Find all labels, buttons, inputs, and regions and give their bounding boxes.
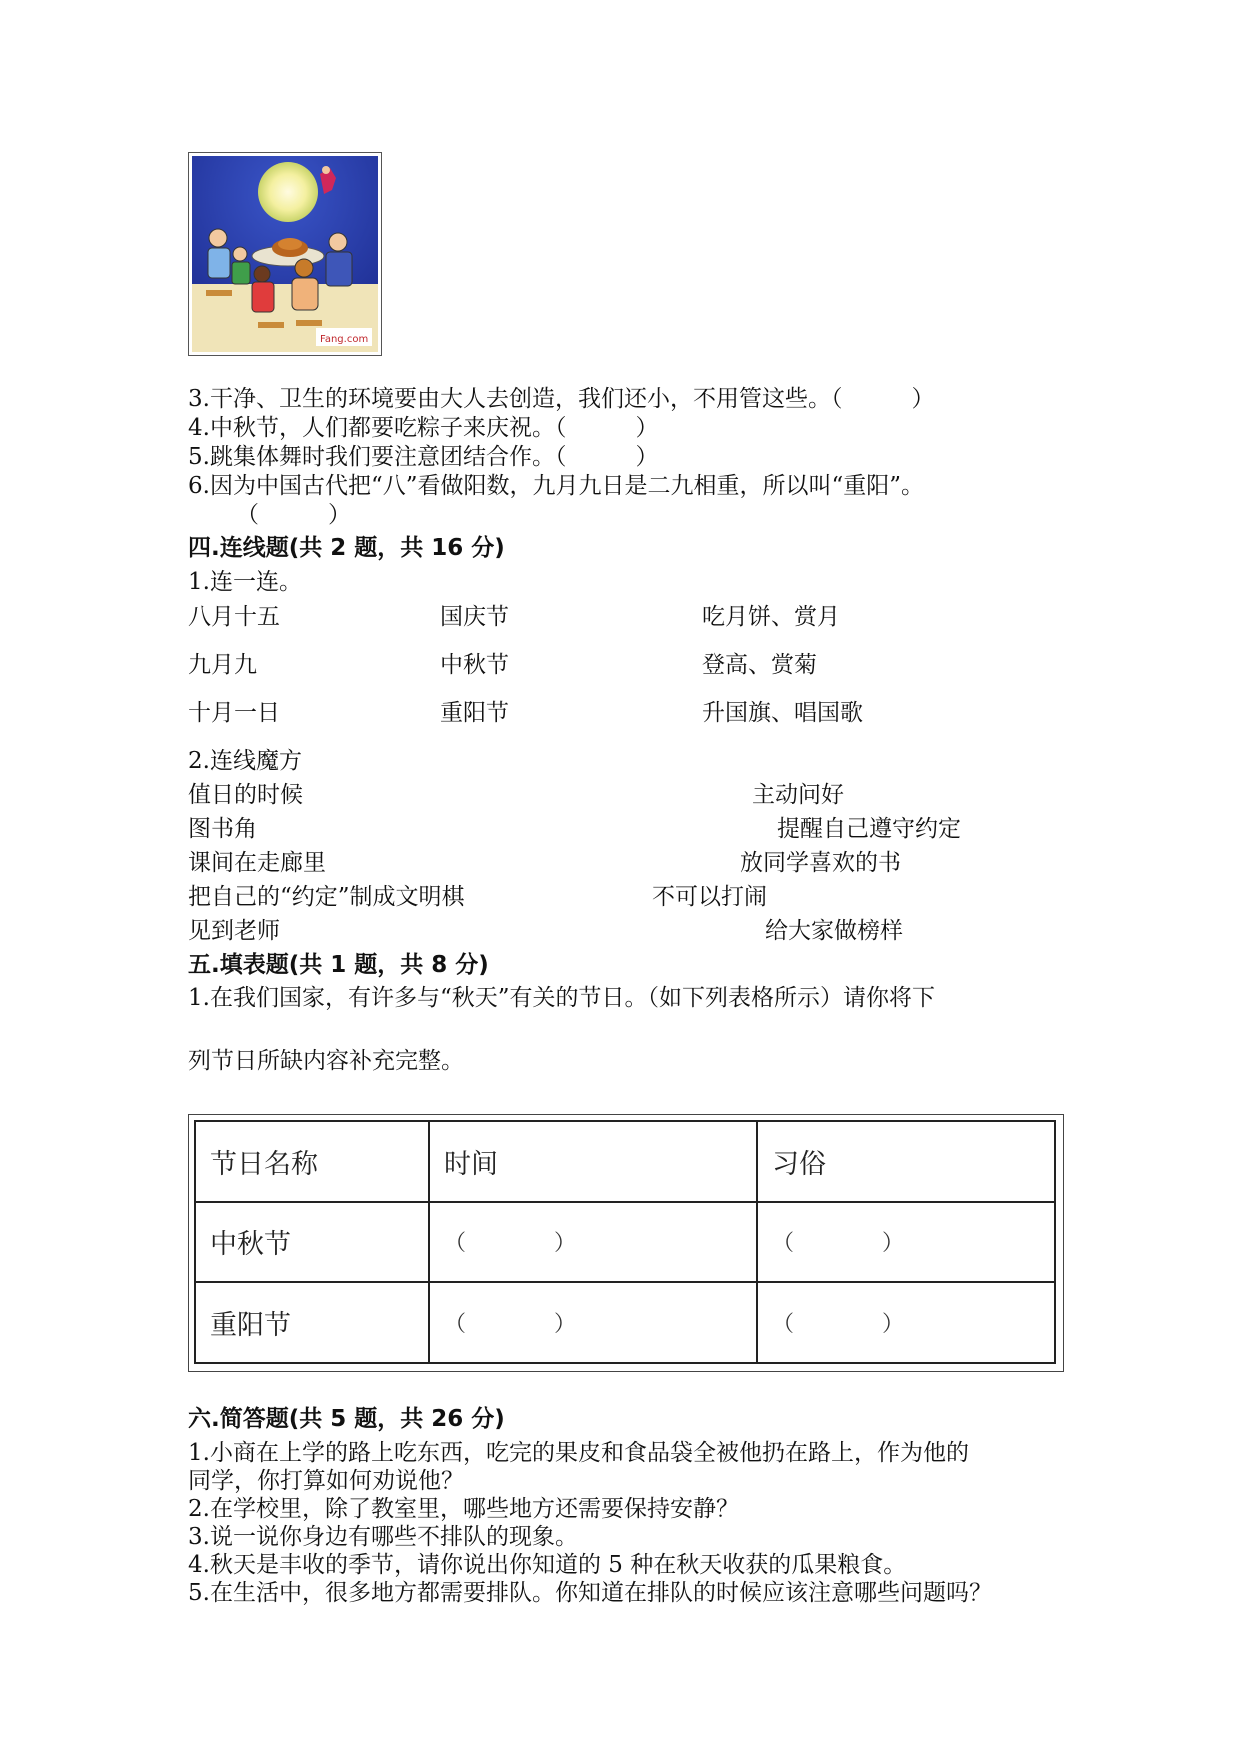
magic-left-4: 把自己的“约定”制成文明棋 — [188, 884, 465, 910]
table-cell-festival: 中秋节 — [195, 1202, 429, 1283]
table-cell-blank: （ ） — [444, 1312, 577, 1338]
section6-line-6: 5.在生活中，很多地方都需要排队。你知道在排队的时候应该注意哪些问题吗？ — [188, 1580, 992, 1606]
magic-right-2: 提醒自己遵守约定 — [777, 816, 961, 842]
section6-line-2: 同学，你打算如何劝说他？ — [188, 1468, 464, 1494]
table-header-custom: 习俗 — [757, 1121, 1055, 1202]
tf-item-3: 3.干净、卫生的环境要由大人去创造，我们还小，不用管这些。（ ） — [188, 386, 935, 412]
magic-right-3: 放同学喜欢的书 — [740, 850, 901, 876]
table-row — [195, 1202, 1055, 1283]
table-cell-blank: （ ） — [444, 1231, 577, 1257]
table-header-time: 时间 — [429, 1121, 757, 1202]
match-custom-2: 登高、赏菊 — [702, 652, 817, 678]
section6-line-5: 4.秋天是丰收的季节，请你说出你知道的 5 种在秋天收获的瓜果粮食。 — [188, 1552, 907, 1578]
moon — [258, 162, 318, 222]
match-date-3: 十月一日 — [188, 700, 280, 726]
mid-autumn-illustration — [188, 152, 382, 356]
tf-item-6: 6.因为中国古代把“八”看做阳数，九月九日是二九相重，所以叫“重阳”。 — [188, 473, 924, 499]
magic-left-2: 图书角 — [188, 816, 257, 842]
table-cell-blank: （ ） — [772, 1312, 905, 1338]
match-custom-3: 升国旗、唱国歌 — [702, 700, 863, 726]
magic-right-4: 不可以打闹 — [652, 884, 767, 910]
magic-left-1: 值日的时候 — [188, 782, 303, 808]
festival-table-frame — [188, 1114, 1064, 1372]
table-header-row — [195, 1121, 1055, 1202]
section6-line-3: 2.在学校里，除了教室里，哪些地方还需要保持安静？ — [188, 1496, 739, 1522]
section5-q1-line1: 1.在我们国家，有许多与“秋天”有关的节日。（如下列表格所示）请你将下 — [188, 985, 935, 1011]
magic-right-5: 给大家做榜样 — [765, 918, 903, 944]
magic-left-5: 见到老师 — [188, 918, 280, 944]
table-header-name: 节日名称 — [195, 1121, 429, 1202]
match-custom-1: 吃月饼、赏月 — [702, 604, 840, 630]
tf-item-5: 5.跳集体舞时我们要注意团结合作。（ ） — [188, 444, 659, 470]
table-cell-blank: （ ） — [772, 1231, 905, 1257]
tf-item-4: 4.中秋节，人们都要吃粽子来庆祝。（ ） — [188, 415, 659, 441]
match-date-1: 八月十五 — [188, 604, 280, 630]
section4-q1-label: 1.连一连。 — [188, 569, 302, 595]
section5-title: 五.填表题(共 1 题，共 8 分) — [188, 952, 489, 978]
match-festival-1: 国庆节 — [440, 604, 509, 630]
table-cell-festival: 重阳节 — [195, 1282, 429, 1363]
match-date-2: 九月九 — [188, 652, 257, 678]
family-moon-scene — [192, 156, 378, 352]
match-festival-3: 重阳节 — [440, 700, 509, 726]
table-row — [195, 1282, 1055, 1363]
section4-title: 四.连线题(共 2 题，共 16 分) — [188, 535, 505, 561]
magic-left-3: 课间在走廊里 — [188, 850, 326, 876]
section5-q1-line2: 列节日所缺内容补充完整。 — [188, 1048, 464, 1074]
watermark-logo: Fang.com — [320, 334, 369, 345]
section6-title: 六.简答题(共 5 题，共 26 分) — [188, 1406, 505, 1432]
section6-line-4: 3.说一说你身边有哪些不排队的现象。 — [188, 1524, 578, 1550]
match-festival-2: 中秋节 — [440, 652, 509, 678]
tf-item-6-answer: （ ） — [236, 502, 351, 528]
magic-right-1: 主动问好 — [752, 782, 844, 808]
section6-line-1: 1.小商在上学的路上吃东西，吃完的果皮和食品袋全被他扔在路上，作为他的 — [188, 1440, 969, 1466]
section4-q2-label: 2.连线魔方 — [188, 748, 302, 774]
festival-table — [194, 1120, 1056, 1364]
